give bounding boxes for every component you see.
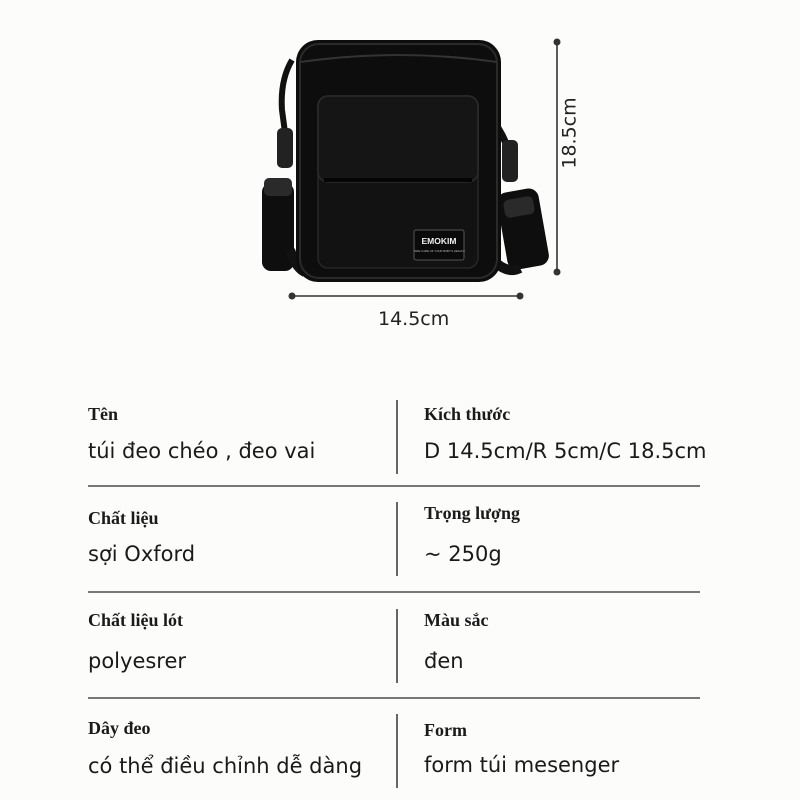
- column-divider: [396, 714, 398, 788]
- spec-value-form: form túi mesenger: [424, 753, 620, 777]
- spec-label-form: Form: [424, 720, 467, 740]
- spec-label-lining: Chất liệu lót: [88, 610, 184, 630]
- spec-value-lining: polyesrer: [88, 649, 187, 673]
- spec-label-name: Tên: [88, 404, 119, 424]
- spec-value-name: túi đeo chéo , đeo vai: [88, 439, 316, 463]
- brand-tagline: TAKE CARE OF YOUR BABY'S HEALTH: [413, 249, 465, 253]
- spec-label-material: Chất liệu: [88, 508, 159, 528]
- height-label: 18.5cm: [558, 97, 581, 169]
- spec-label-strap: Dây đeo: [88, 718, 151, 738]
- brand-name: EMOKIM: [421, 236, 457, 246]
- spec-value-size: D 14.5cm/R 5cm/C 18.5cm: [424, 439, 707, 463]
- column-divider: [396, 400, 398, 474]
- spec-value-color: đen: [424, 649, 464, 673]
- spec-value-material: sợi Oxford: [88, 542, 196, 566]
- spec-label-weight: Trọng lượng: [424, 503, 520, 523]
- spec-label-size: Kích thước: [424, 404, 511, 424]
- spec-label-color: Màu sắc: [424, 610, 489, 630]
- spec-value-strap: có thể điều chỉnh dễ dàng: [88, 754, 363, 778]
- column-divider: [396, 502, 398, 576]
- row-divider: [88, 485, 700, 487]
- row-divider: [88, 591, 700, 593]
- row-divider: [88, 697, 700, 699]
- column-divider: [396, 609, 398, 683]
- spec-value-weight: ~ 250g: [424, 542, 502, 566]
- width-label: 14.5cm: [378, 308, 450, 330]
